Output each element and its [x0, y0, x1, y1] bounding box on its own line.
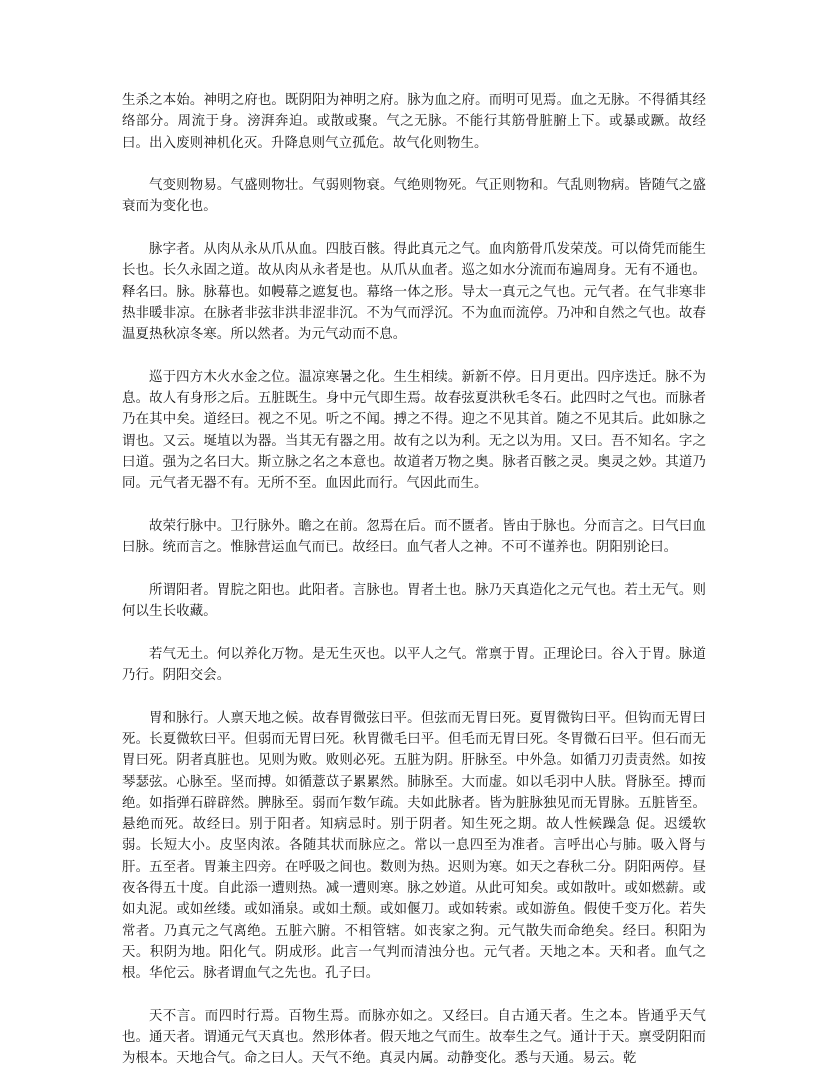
paragraph: 故荣行脉中。卫行脉外。瞻之在前。忽焉在后。而不匮者。皆由于脉也。分而言之。曰气曰血曰脉。统而言之。惟脉营运血气而已。故经曰。血气者人之神。不可不谨养也。阴阳别论曰。	[122, 518, 706, 556]
paragraph: 生杀之本始。神明之府也。既阴阳为神明之府。脉为血之府。而明可见焉。血之无脉。不得循其经络部分。周流于身。滂湃奔迫。或散或聚。气之无脉。不能行其筋骨脏腑上下。或暴或蹶。故经曰。出入废则神机化灭。升降息则气立孤危。故气化则物生。	[122, 93, 706, 151]
paragraph: 所谓阳者。胃脘之阳也。此阳者。言脉也。胃者土也。脉乃天真造化之元气也。若土无气。则何以生长收藏。	[122, 582, 706, 620]
paragraph: 胃和脉行。人禀天地之候。故春胃微弦曰平。但弦而无胃曰死。夏胃微钩曰平。但钩而无胃曰死。长夏微软曰平。但弱而无胃曰死。秋胃微毛曰平。但毛而无胃曰死。冬胃微石曰平。但石而无胃曰死。阴者真脏也。见则为败。败则必死。五脏为阴。肝脉至。中外急。如循刀刃责责然。如按琴瑟弦。心脉至。坚而搏。如循薏苡子累累然。肺脉至。大而虚。如以毛羽中人肤。肾脉至。搏而绝。如指弹石辟辟然。脾脉至。弱而乍数乍疏。夫如此脉者。皆为脏脉独见而无胃脉。五脏皆至。悬绝而死。故经曰。别于阳者。知病忌时。别于阴者。知生死之期。故人性候躁急 促。迟缓软弱。长短大小。皮坚肉浓。各随其状而脉应之。常以一息四至为准者。言呼出心与肺。吸入肾与肝。五至者。胃兼主四旁。在呼吸之间也。数则为热。迟则为寒。如天之春秋二分。阴阳两停。昼夜各得五十度。自此添一遭则热。减一遭则寒。脉之妙道。从此可知矣。或如散叶。或如燃薪。或如丸泥。或如丝缕。或如涌泉。或如土颓。或如偃刀。或如转索。或如游鱼。假使千变万化。若失常者。乃真元之气离绝。五脏六腑。不相管辖。如丧家之狗。元气散失而命绝矣。经曰。积阳为天。积阴为地。阳化气。阴成形。此言一气判而清浊分也。元气者。天地之本。天和者。血气之根。华佗云。脉者谓血气之先也。孔子曰。	[122, 710, 706, 982]
document-body	[122, 90, 706, 1091]
paragraph: 天不言。而四时行焉。百物生焉。而脉亦如之。又经曰。自古通天者。生之本。皆通乎天气也。通天者。谓通元气天真也。然形体者。假天地之气而生。故奉生之气。通计于天。禀受阴阳而为根本。天地合气。命之曰人。天气不绝。真灵内属。动静变化。悉与天通。易云。乾	[122, 1008, 706, 1067]
paragraph: 巡于四方木火水金之位。温凉寒暑之化。生生相续。新新不停。日月更出。四序迭迁。脉不为息。故人有身形之后。五脏既生。身中元气即生焉。故春弦夏洪秋毛冬石。此四时之气也。而脉者乃在其中矣。道经曰。视之不见。听之不闻。搏之不得。迎之不见其首。随之不见其后。此如脉之谓也。又云。埏埴以为器。当其无有器之用。故有之以为利。无之以为用。又曰。吾不知名。字之曰道。强为之名曰大。斯立脉之名之本意也。故道者万物之奥。脉者百骸之灵。奥灵之妙。其道乃同。元气者无器不有。无所不至。血因此而行。气因此而生。	[122, 369, 706, 492]
paragraph: 气变则物易。气盛则物壮。气弱则物衰。气绝则物死。气正则物和。气乱则物病。皆随气之盛衰而为变化也。	[122, 178, 706, 215]
paragraph: 若气无土。何以养化万物。是无生灭也。以平人之气。常禀于胃。正理论曰。谷入于胃。脉道乃行。阴阳交会。	[122, 646, 706, 684]
paragraph: 脉字者。从肉从永从爪从血。四肢百骸。得此真元之气。血肉筋骨爪发荣茂。可以倚凭而能生长也。长久永固之道。故从肉从永者是也。从爪从血者。巡之如水分流而布遍周身。无有不通也。释名曰。脉。脉幕也。如幔幕之遮复也。幕络一体之形。导太一真元之气也。元气者。在气非寒非热非暖非凉。在脉者非弦非洪非涩非沉。不为气而浮沉。不为血而流停。乃冲和自然之气也。故春温夏热秋凉冬寒。所以然者。为元气动而不息。	[122, 242, 706, 343]
